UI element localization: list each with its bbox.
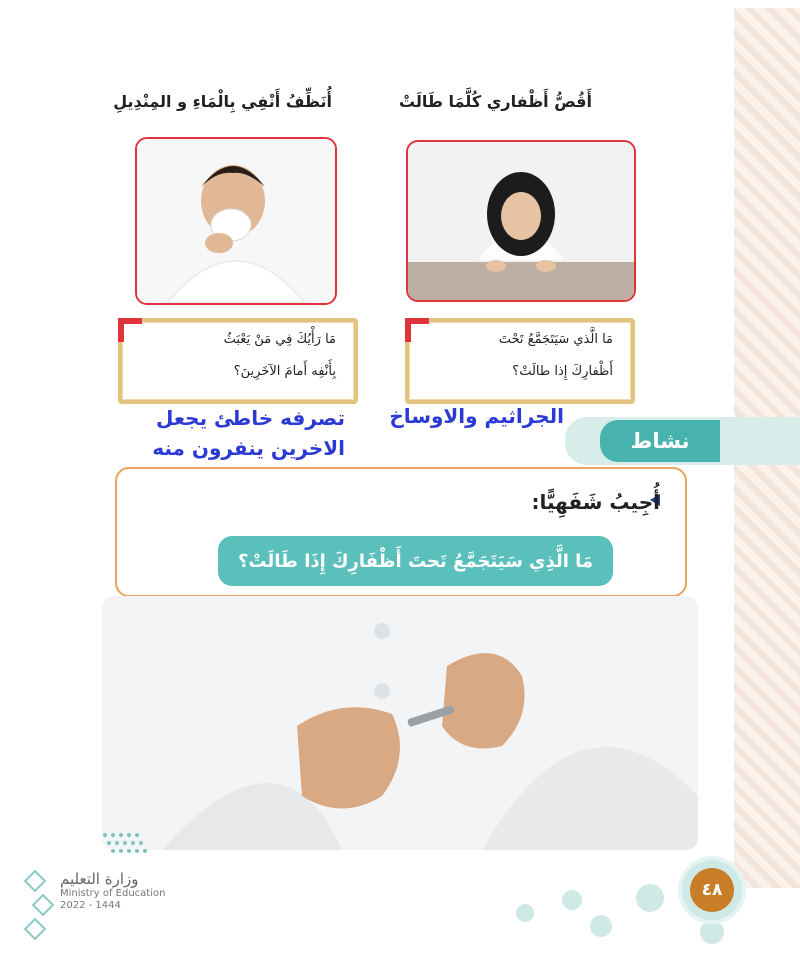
answer-left-line2: الاخرين ينفرون منه: [152, 436, 345, 460]
caption-right: أَقُصُّ أَظْفاري كُلَّمَا طَالَتْ: [398, 92, 592, 111]
girl-photo: [406, 140, 636, 302]
oral-answer-heading: أُجِيبُ شَفَهِيًّا:: [531, 490, 660, 514]
ministry-english: Ministry of Education: [60, 888, 166, 899]
decorative-dot-2: [562, 890, 582, 910]
question-box-right: [405, 318, 635, 404]
decorative-dot-1: [636, 884, 664, 912]
decorative-dot-5: [700, 920, 724, 944]
decorative-dot-4: [590, 915, 612, 937]
question-right-line1: مَا الَّذي سَيَتَجَمَّعُ تَحْتَ: [498, 332, 613, 347]
dots-pattern-icon: [100, 830, 160, 860]
answer-right: الجراثيم والاوساخ: [389, 404, 564, 428]
answer-left-line1: تصرفه خاطئ يجعل: [156, 406, 345, 430]
ministry-name: وزارة التعليم: [60, 870, 139, 888]
activity-tab: نشاط: [600, 420, 720, 462]
question-box-left: [118, 318, 358, 404]
decorative-dot-3: [516, 904, 534, 922]
boy-photo: [135, 137, 337, 305]
oral-question-pill: مَا الَّذِي سَيَتَجَمَّعُ تَحتَ أَظْفَارِكَ إِذَا طَالَتْ؟: [218, 536, 613, 586]
nail-clipping-photo: [102, 596, 698, 850]
question-left-line1: مَا رَأْيُكَ فِي مَنْ يَعْبَثُ: [223, 332, 336, 347]
ministry-year: 2022 - 1444: [60, 900, 121, 911]
question-left-line2: بِأَنْفِه أَمامَ الآخَرِينَ؟: [233, 364, 336, 379]
page-number-badge: ٤٨: [690, 868, 734, 912]
ministry-logo-icon: [22, 868, 62, 948]
caption-left: أُنَظِّفُ أَنْفِي بِالْمَاءِ و المِنْدِيلِ: [113, 92, 332, 111]
question-right-line2: أَظْفارِكَ إِذا طالَتْ؟: [512, 364, 613, 379]
